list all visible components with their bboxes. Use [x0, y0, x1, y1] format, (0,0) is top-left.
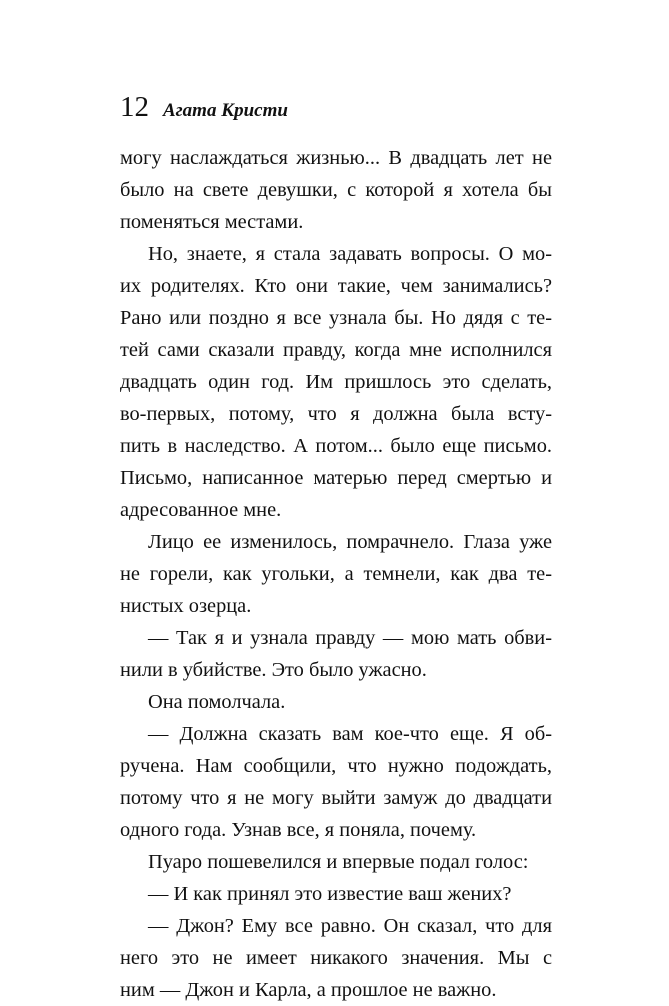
text-line: нили в убийстве. Это было ужасно. — [120, 659, 427, 681]
text-line: ним — Джон и Карла, а прошлое не важно. — [120, 979, 497, 1001]
text-line: адресованное мне. — [120, 499, 282, 521]
text-line: не горели, как угольки, а темнели, как два те- — [120, 563, 552, 585]
text-line: нистых озерца. — [120, 595, 252, 617]
text-line: Пуаро пошевелился и впервые подал голос: — [148, 851, 529, 873]
text-line: — Так я и узнала правду — мою мать обви- — [148, 627, 552, 649]
text-line: их родителях. Кто они такие, чем занимались? — [120, 275, 552, 297]
text-line: одного года. Узнав все, я поняла, почему. — [120, 819, 477, 841]
text-line: Письмо, написанное матерью перед смертью и — [120, 467, 552, 489]
body-text — [120, 142, 552, 1006]
text-line: него это не имеет никакого значения. Мы с — [120, 947, 552, 969]
text-line: двадцать один год. Им пришлось это сделать, — [120, 371, 552, 393]
text-line: Рано или поздно я все узнала бы. Но дядя с те- — [120, 307, 552, 329]
text-line: потому что я не могу выйти замуж до двадцати — [120, 787, 552, 809]
text-line: Лицо ее изменилось, помрачнело. Глаза уже — [148, 531, 552, 553]
text-line: Но, знаете, я стала задавать вопросы. О мо- — [148, 243, 552, 265]
running-title: Агата Кристи — [163, 100, 288, 121]
text-line: — Должна сказать вам кое-что еще. Я об- — [148, 723, 552, 745]
text-line: во-первых, потому, что я должна была всту- — [120, 403, 552, 425]
text-line: — Джон? Ему все равно. Он сказал, что для — [148, 915, 552, 937]
text-line: тей сами сказали правду, когда мне исполнился — [120, 339, 552, 361]
page-number: 12 — [120, 91, 149, 123]
text-line: могу наслаждаться жизнью... В двадцать лет не — [120, 147, 552, 169]
text-line: пить в наследство. А потом... было еще письмо. — [120, 435, 552, 457]
text-line: поменяться местами. — [120, 211, 304, 233]
page-header — [120, 90, 288, 124]
text-line: Она помолчала. — [148, 691, 286, 713]
text-line: было на свете девушки, с которой я хотела бы — [120, 179, 552, 201]
text-line: — И как принял это известие ваш жених? — [148, 883, 512, 905]
text-line: ручена. Нам сообщили, что нужно подождать, — [120, 755, 552, 777]
